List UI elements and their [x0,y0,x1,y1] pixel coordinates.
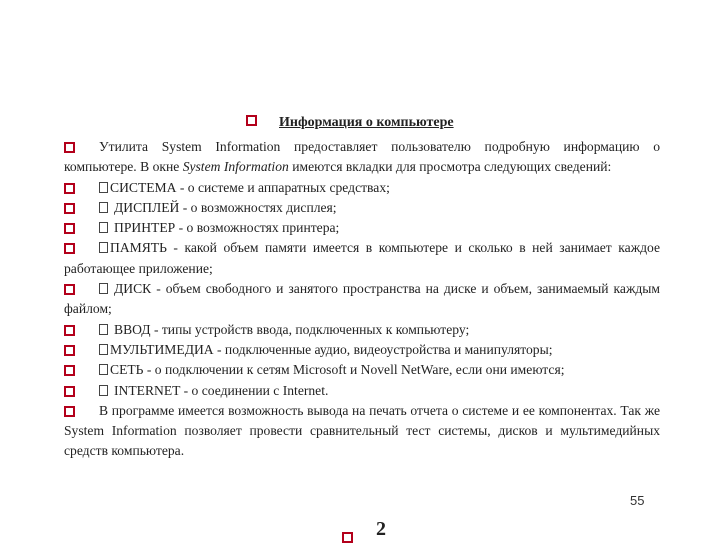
list-item-text: ВВОД - типы устройств ввода, подключенных к компьютеру; [114,321,470,337]
next-slide-peek [342,518,386,544]
square-bullet-icon [64,345,75,356]
square-bullet-icon [246,115,257,126]
list-item-text: ДИСК - объем свободного и занятого пространства на диске и объем, занимаемый каждым файлом; [64,281,660,317]
list-item-text: INTERNET - о соединении с Internet. [114,382,329,398]
slide-body [64,137,660,462]
paragraph-conclusion [64,401,660,462]
square-bullet-icon [64,183,75,194]
square-bullet-icon [64,223,75,234]
square-bullet-icon [64,142,75,153]
list-item-input [64,320,660,340]
list-item-text: СИСТЕМА - о системе и аппаратных средствах; [110,179,390,195]
intro-text-italic: System Information [182,159,289,175]
list-item-memory [64,238,660,279]
list-item-disk [64,279,660,320]
list-item-system [64,178,660,198]
square-bullet-icon [64,284,75,295]
slide-title: Информация о компьютере [279,115,454,130]
list-item-text: ПАМЯТЬ - какой объем памяти имеется в компьютере и сколько в ней занимает каждое работающее приложение; [64,240,660,276]
box-glyph-icon [99,385,108,396]
conclusion-text: В программе имеется возможность вывода на печать отчета о системе и ее компонентах. Так же System Information позволяет провести сравнительный тест системы, дисков и мультимедийных средств компьютера. [64,402,660,459]
box-glyph-icon [99,202,108,213]
next-slide-number: 2 [376,518,386,540]
list-item-internet [64,381,660,401]
box-glyph-icon [99,344,108,355]
intro-text-end: имеются вкладки для просмотра следующих сведений: [288,159,612,175]
box-glyph-icon [99,283,108,294]
square-bullet-icon [64,386,75,397]
square-bullet-icon [64,365,75,376]
box-glyph-icon [99,182,108,193]
box-glyph-icon [99,364,108,375]
square-bullet-icon [342,532,353,543]
square-bullet-icon [64,243,75,254]
list-item-display [64,198,660,218]
square-bullet-icon [64,406,75,417]
list-item-text: СЕТЬ - о подключении к сетям Microsoft и Novell NetWare, если они имеются; [110,362,565,378]
box-glyph-icon [99,222,108,233]
box-glyph-icon [99,324,108,335]
intro-text-start: Утилита System Information предоставляет пользователю подробную информацию о компьютере. В окне [64,139,660,175]
list-item-multimedia [64,340,660,360]
slide-title-row [246,115,454,131]
list-item-text: ПРИНТЕР - о возможностях принтера; [114,220,340,236]
box-glyph-icon [99,242,108,253]
square-bullet-icon [64,325,75,336]
list-item-printer [64,218,660,238]
list-item-network [64,360,660,380]
square-bullet-icon [64,203,75,214]
page-number: 55 [630,493,645,508]
paragraph-intro [64,137,660,178]
list-item-text: МУЛЬТИМЕДИА - подключенные аудио, видеоустройства и манипуляторы; [110,341,553,357]
list-item-text: ДИСПЛЕЙ - о возможностях дисплея; [114,199,337,215]
